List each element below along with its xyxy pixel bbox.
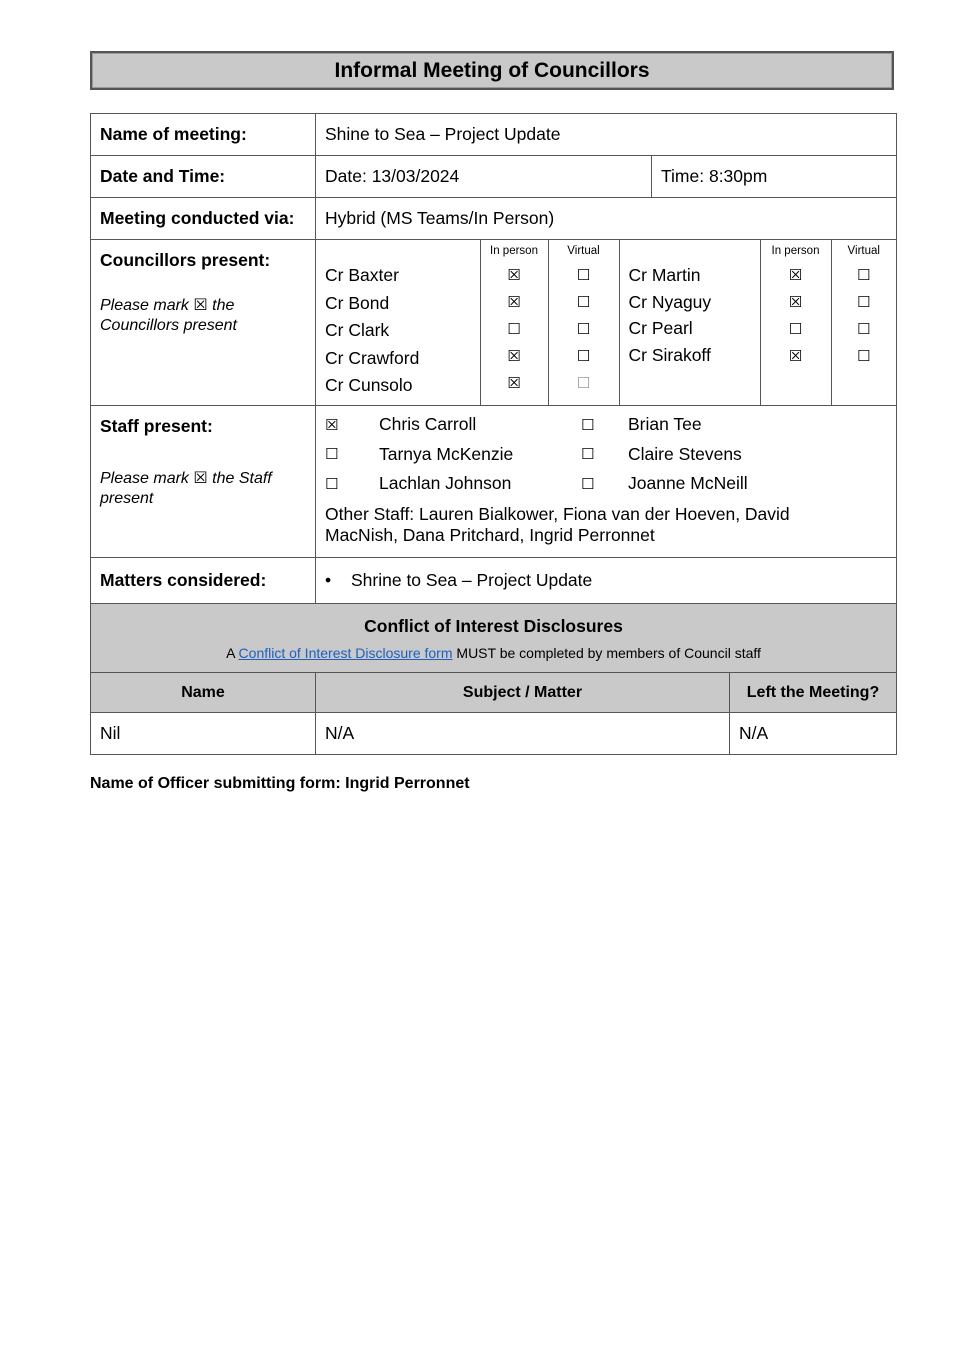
conflict-name: Nil — [91, 713, 316, 755]
councillors-left-virtual-col — [548, 240, 619, 405]
virtual-checkbox[interactable]: ☐ — [576, 320, 591, 338]
staff-name: Claire Stevens — [628, 443, 742, 464]
in-person-checkbox[interactable]: ☒ — [507, 293, 521, 311]
conflict-heading-cell — [91, 604, 897, 673]
other-staff: Other Staff: Lauren Bialkower, Fiona van der Hoeven, David MacNish, Dana Pritchard, Ingrid Perronnet — [325, 503, 790, 545]
in-person-checkbox[interactable]: ☒ — [507, 266, 521, 284]
matters-row — [91, 558, 897, 604]
councillors-label-cell — [91, 240, 316, 406]
staff-checkbox[interactable]: ☐ — [581, 415, 595, 434]
conflict-header-row — [91, 673, 897, 713]
meeting-name-row — [91, 114, 897, 156]
meeting-via-value: Hybrid (MS Teams/In Person) — [316, 198, 897, 240]
conflict-note-prefix: A — [226, 644, 239, 661]
conflict-note-suffix: MUST be completed by members of Council staff — [452, 644, 761, 661]
col-left-header: Left the Meeting? — [730, 673, 897, 713]
councillors-right-virtual-col — [831, 240, 896, 405]
staff-checkbox[interactable]: ☐ — [325, 474, 339, 493]
date-time-label: Date and Time: — [91, 156, 316, 198]
submitting-officer: Name of Officer submitting form: Ingrid Perronnet — [90, 775, 470, 792]
staff-name: Brian Tee — [628, 414, 702, 435]
councillor-name: Cr Sirakoff — [628, 344, 711, 365]
councillor-name: Cr Baxter — [325, 265, 399, 285]
in-person-checkbox[interactable]: ☒ — [788, 293, 803, 311]
councillors-grid-cell — [316, 240, 897, 406]
conflict-subject: N/A — [316, 713, 730, 755]
staff-checkbox[interactable]: ☒ — [325, 415, 339, 434]
councillors-grid — [316, 240, 896, 405]
staff-line — [325, 469, 887, 499]
meeting-via-row — [91, 198, 897, 240]
staff-label-cell — [91, 406, 316, 558]
matters-cell — [316, 558, 897, 604]
councillor-name: Cr Cunsolo — [325, 375, 413, 395]
councillors-left-names — [316, 240, 480, 405]
councillors-label: Councillors present: — [100, 250, 271, 270]
conflict-heading-row — [91, 604, 897, 673]
meeting-form-table — [90, 113, 897, 755]
date-value: Date: 13/03/2024 — [316, 156, 652, 198]
staff-list-cell — [316, 406, 897, 558]
virtual-checkbox[interactable]: ☐ — [576, 266, 591, 284]
col-name-header: Name — [91, 673, 316, 713]
councillors-note: Please mark ☒ the Councillors present — [100, 297, 237, 334]
virtual-checkbox[interactable]: ☐ — [857, 293, 871, 311]
virtual-checkbox[interactable]: ☐ — [857, 320, 871, 338]
staff-line — [325, 440, 887, 470]
councillor-name: Cr Martin — [628, 265, 701, 285]
staff-label: Staff present: — [100, 416, 213, 436]
staff-name: Tarnya McKenzie — [379, 443, 514, 464]
staff-note: Please mark ☒ the Staff present — [100, 470, 272, 507]
matter-item: Shrine to Sea – Project Update — [351, 570, 593, 590]
virtual-checkbox[interactable]: ☐ — [576, 347, 591, 365]
meeting-name-value: Shine to Sea – Project Update — [316, 114, 897, 156]
in-person-checkbox[interactable]: ☒ — [788, 266, 803, 284]
councillor-name: Cr Bond — [325, 292, 390, 313]
councillor-name: Cr Clark — [325, 320, 390, 340]
councillor-name: Cr Crawford — [325, 347, 420, 368]
bullet: • — [325, 570, 332, 590]
councillor-name: Cr Pearl — [628, 318, 693, 338]
disclosure-form-link[interactable]: Conflict of Interest Disclosure form — [238, 644, 453, 661]
virtual-checkbox[interactable]: ☐ — [576, 374, 591, 392]
staff-row — [91, 406, 897, 558]
in-person-header: In person — [771, 245, 820, 257]
councillors-row — [91, 240, 897, 406]
virtual-header: Virtual — [847, 245, 880, 257]
councillors-left-in-person-col — [480, 240, 548, 405]
time-value: Time: 8:30pm — [652, 156, 897, 198]
staff-line — [325, 410, 887, 440]
matters-label: Matters considered: — [91, 558, 316, 604]
staff-name: Lachlan Johnson — [379, 473, 512, 494]
councillors-right-names — [619, 240, 760, 405]
staff-checkbox[interactable]: ☐ — [581, 445, 595, 464]
in-person-checkbox[interactable]: ☒ — [788, 347, 803, 365]
in-person-header: In person — [490, 245, 538, 257]
councillors-right-in-person-col — [760, 240, 831, 405]
meeting-via-label: Meeting conducted via: — [91, 198, 316, 240]
date-time-row — [91, 156, 897, 198]
councillor-name: Cr Nyaguy — [628, 291, 712, 312]
staff-checkbox[interactable]: ☐ — [325, 445, 339, 464]
form-title: Informal Meeting of Councillors — [90, 51, 894, 90]
conflict-row — [91, 713, 897, 755]
staff-checkbox[interactable]: ☐ — [581, 474, 595, 493]
virtual-header: Virtual — [567, 245, 600, 257]
staff-name: Joanne McNeill — [628, 473, 748, 494]
virtual-checkbox[interactable]: ☐ — [857, 266, 871, 284]
in-person-checkbox[interactable]: ☒ — [507, 347, 521, 365]
in-person-checkbox[interactable]: ☒ — [507, 374, 521, 392]
col-subject-header: Subject / Matter — [316, 673, 730, 713]
virtual-checkbox[interactable]: ☐ — [857, 347, 871, 365]
staff-name: Chris Carroll — [379, 414, 477, 435]
conflict-note — [100, 645, 887, 661]
virtual-checkbox[interactable]: ☐ — [576, 293, 591, 311]
in-person-checkbox[interactable]: ☐ — [507, 320, 521, 338]
conflict-heading: Conflict of Interest Disclosures — [364, 615, 623, 636]
in-person-checkbox[interactable]: ☐ — [788, 320, 803, 338]
meeting-name-label: Name of meeting: — [91, 114, 316, 156]
conflict-left: N/A — [730, 713, 897, 755]
